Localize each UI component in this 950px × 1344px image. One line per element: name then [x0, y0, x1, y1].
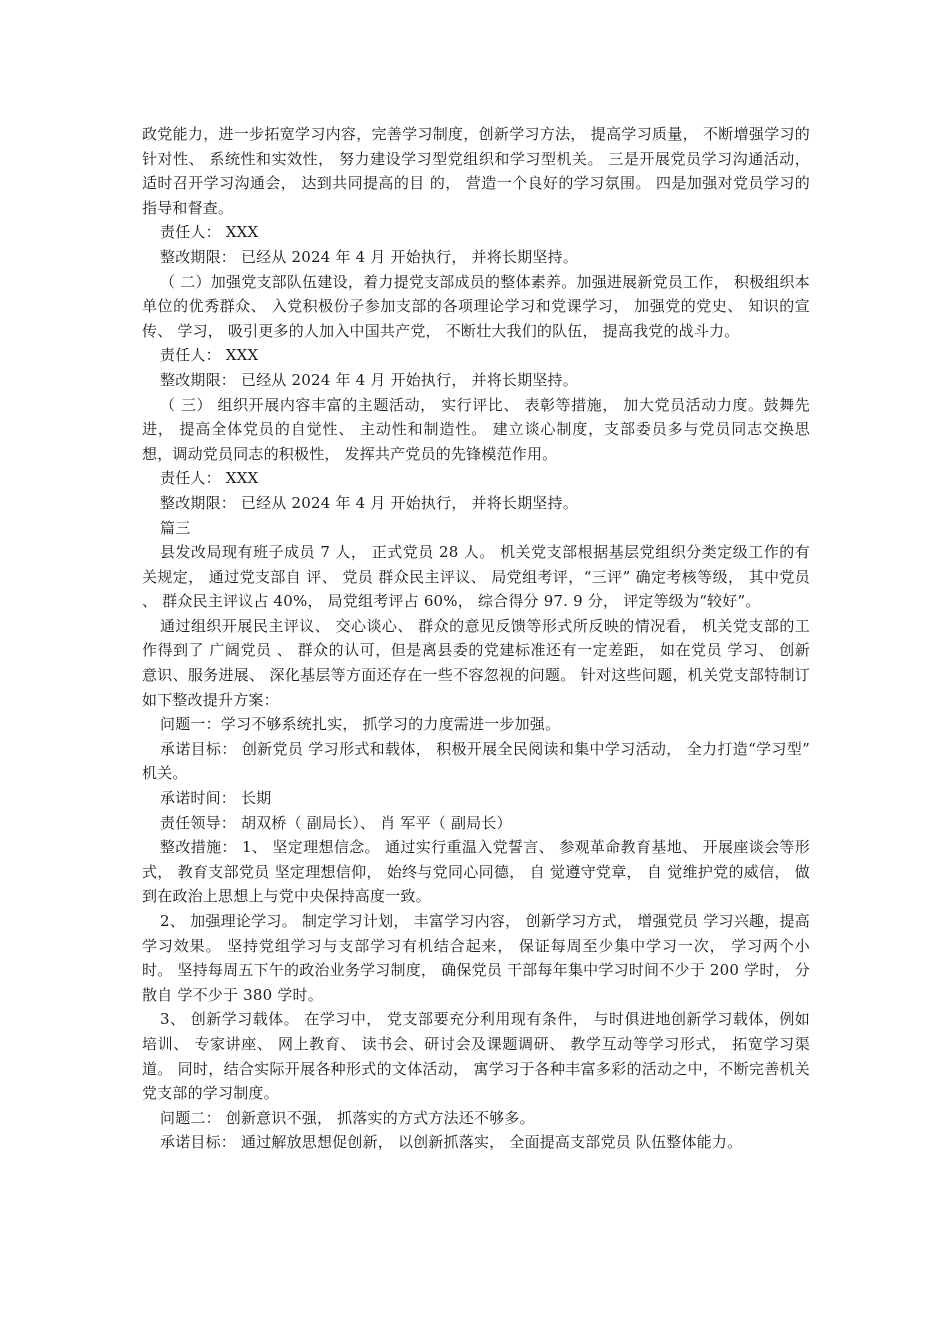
paragraph-team-building: （ 二）加强党支部队伍建设，着力提党支部成员的整体素养。加强进展新党员工作， 积极组织本单位的优秀群众、 入党积极份子参加支部的各项理论学习和党课学习， 加强党的党史、 知识的宣传、 学习， 吸引更多的人加入中国共产党， 不断壮大我们的队伍， 提高我党的战斗力。 [142, 272, 810, 340]
paragraph-commitment-goal: 承诺目标： 创新党员 学习形式和载体， 积极开展全民阅读和集中学习活动， 全力打造“学习型” 机关。 [142, 739, 810, 783]
paragraph-rectification-deadline: 整改期限： 已经从 2024 年 4 月 开始执行， 并将长期坚持。 [160, 247, 578, 266]
paragraph-problem-two: 问题二： 创新意识不强， 抓落实的方式方法还不够多。 [160, 1108, 535, 1127]
paragraph-measure-three: 3、 创新学习载体。 在学习中， 党支部要充分利用现有条件， 与时俱进地创新学习载体，例如培训、 专家讲座、 网上教育、 读书会、研讨会及课题调研、 教学互动等学习形式， 拓宽学习渠道。 同时，结合实际开展各种形式的文体活动， 寓学习于各种丰富多彩的活动之中，不断完善机关党支部的学习制度。 [142, 1010, 810, 1103]
paragraph-evaluation-feedback: 通过组织开展民主评议、 交心谈心、 群众的意见反馈等形式所反映的情况看， 机关党支部的工作得到了 广阔党员 、 群众的认可，但是离县委的党建标准还有一定差距， 如在党员 学习、 创新意识、服务进展、 深化基层等方面还存在一些不容忽视的问题。 针对这些问题，机关党支部特制订如下整改提升方案： [142, 616, 810, 709]
paragraph-bureau-overview: 县发改局现有班子成员 7 人， 正式党员 28 人。 机关党支部根据基层党组织分类定级工作的有关规定， 通过党支部自 评、 党员 群众民主评议、 局党组考评，“三评” 确定考核等级， 其中党员 、 群众民主评议占 40%， 局党组考评占 60%， 综合得分 97. 9 分， 评定等级为“较好”。 [142, 543, 810, 611]
paragraph-rectification-deadline: 整改期限： 已经从 2024 年 4 月 开始执行， 并将长期坚持。 [160, 493, 578, 512]
section-heading: 篇三 [160, 518, 191, 537]
paragraph-commitment-goal: 承诺目标： 通过解放思想促创新， 以创新抓落实， 全面提高支部党员 队伍整体能力。 [160, 1133, 743, 1152]
paragraph-rectification-deadline: 整改期限： 已经从 2024 年 4 月 开始执行， 并将长期坚持。 [160, 370, 578, 389]
document-page [142, 122, 810, 1155]
paragraph-measure-one: 整改措施： 1、 坚定理想信念。 通过实行重温入党誓言、 参观革命教育基地、 开展座谈会等形式， 教育支部党员 坚定理想信仰， 始终与党同心同德， 自 觉遵守党章， 自 觉维护党的威信， 做到在政治上思想上与党中央保持高度一致。 [142, 838, 810, 906]
paragraph-measure-two: 2、 加强理论学习。 制定学习计划， 丰富学习内容， 创新学习方式， 增强党员 学习兴趣，提高学习效果。 坚持党组学习与支部学习有机结合起来， 保证每周至少集中学习一次， 学习两个小时。 坚持每周五下午的政治业务学习制度， 确保党员 干部每年集中学习时间不少于 200 学时， 分散自 学不少于 380 学时。 [142, 912, 810, 1004]
paragraph-theme-activities: （ 三） 组织开展内容丰富的主题活动， 实行评比、 表彰等措施， 加大党员活动力度。鼓舞先进， 提高全体党员的自觉性、 主动性和制造性。 建立谈心制度，支部委员多与党员同志交换思想，调动党员同志的积极性， 发挥共产党员的先锋模范作用。 [142, 395, 810, 463]
paragraph-problem-one: 问题一：学习不够系统扎实， 抓学习的力度需进一步加强。 [160, 715, 561, 734]
paragraph-responsible-person: 责任人： XXX [160, 469, 259, 488]
paragraph-study-work: 政党能力，进一步拓宽学习内容，完善学习制度，创新学习方法， 提高学习质量， 不断增强学习的针对性、 系统性和实效性， 努力建设学习型党组织和学习型机关。 三是开展党员学习沟通活动， 适时召开学习沟通会， 达到共同提高的目 的， 营造一个良好的学习氛围。 四是加强对党员学习的指导和督查。 [142, 125, 810, 217]
paragraph-responsible-person: 责任人： XXX [160, 223, 259, 242]
paragraph-responsible-person: 责任人： XXX [160, 346, 259, 365]
paragraph-responsible-leaders: 责任领导： 胡双桥（ 副局长）、 肖 军平（ 副局长） [160, 813, 512, 832]
paragraph-commitment-time: 承诺时间： 长期 [160, 789, 272, 808]
